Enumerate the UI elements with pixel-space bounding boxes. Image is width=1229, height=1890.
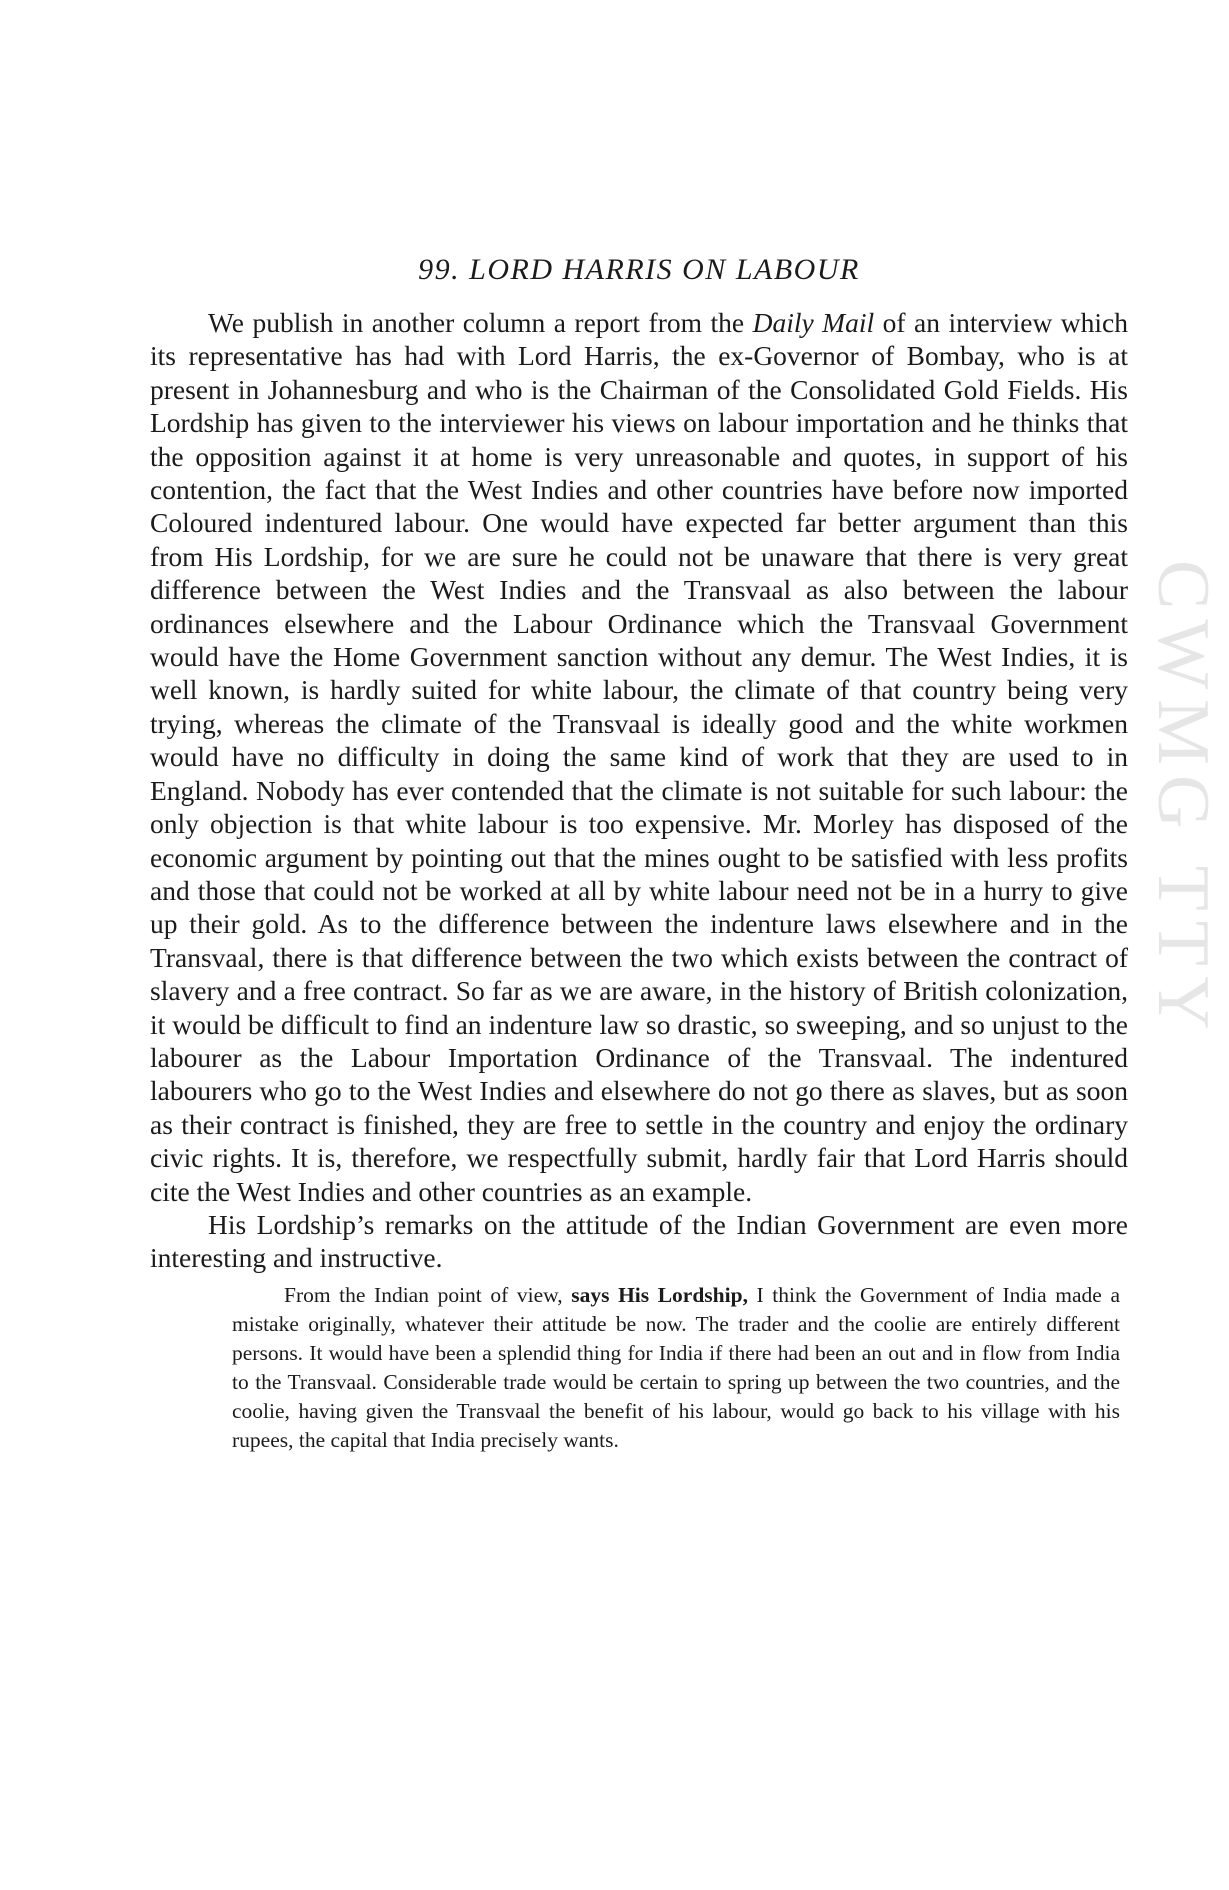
article-title: 99. LORD HARRIS ON LABOUR [418,253,860,286]
watermark: CWMG TTY [1142,560,1224,1040]
paragraph-1-text-a: We publish in another column a report from the [208,307,753,338]
quote-text-a: From the Indian point of view, [284,1282,572,1307]
block-quote [232,1281,1120,1455]
quote-attribution: says His Lordship, [571,1282,748,1307]
paragraph-2: His Lordship’s remarks on the attitude of the Indian Government are even more interesting and instructive. [150,1208,1128,1274]
paragraph-1 [150,306,1128,1208]
page-content [150,252,1128,1455]
quote-text-b: I think the Government of India made a mistake originally, whatever their attitude be now. The trader and the coolie are entirely different persons. It would have been a splendid thing for India if there had been an out and in flow from India to the Transvaal. Considerable trade would be certain to spring up between the two countries, and the coolie, having given the Transvaal the benefit of his labour, would go back to his village with his rupees, the capital that India precisely wants. [232,1282,1120,1452]
newspaper-name: Daily Mail [752,307,875,338]
paragraph-1-text-b: of an interview which its representative has had with Lord Harris, the ex-Governor of Bombay, who is at present in Johannesburg and who is the Chairman of the Consolidated Gold Fields. His Lordship has given to the interviewer his views on labour importation and he thinks that the opposition against it at home is very unreasonable and quotes, in support of his contention, the fact that the West Indies and other countries have before now imported Coloured indentured labour. One would have expected far better argument than this from His Lordship, for we are sure he could not be unaware that there is very great difference between the West Indies and the Transvaal as also between the labour ordinances elsewhere and the Labour Ordinance which the Transvaal Government would have the Home Government sanction without any demur. The West Indies, it is well known, is hardly suited for white labour, the climate of that country being very trying, whereas the climate of the Transvaal is ideally good and the white workmen would have no difficulty in doing the same kind of work that they are used to in England. Nobody has ever contended that the climate is not suitable for such labour: the only objection is that white labour is too expensive. Mr. Morley has disposed of the economic argument by pointing out that the mines ought to be satisfied with less profits and those that could not be worked at all by white labour need not be in a hurry to give up their gold. As to the difference between the indenture laws elsewhere and in the Transvaal, there is that difference between the two which exists between the contract of slavery and a free contract. So far as we are aware, in the history of British colonization, it would be difficult to find an indenture law so drastic, so sweeping, and so unjust to the labourer as the Labour Importation Ordinance of the Transvaal. The indentured labourers who go to the West Indies and elsewhere do not go there as slaves, but as soon as their contract is finished, they are free to settle in the country and enjoy the ordinary civic rights. It is, therefore, we respectfully submit, hardly fair that Lord Harris should cite the West Indies and other countries as an example. [150,307,1128,1207]
